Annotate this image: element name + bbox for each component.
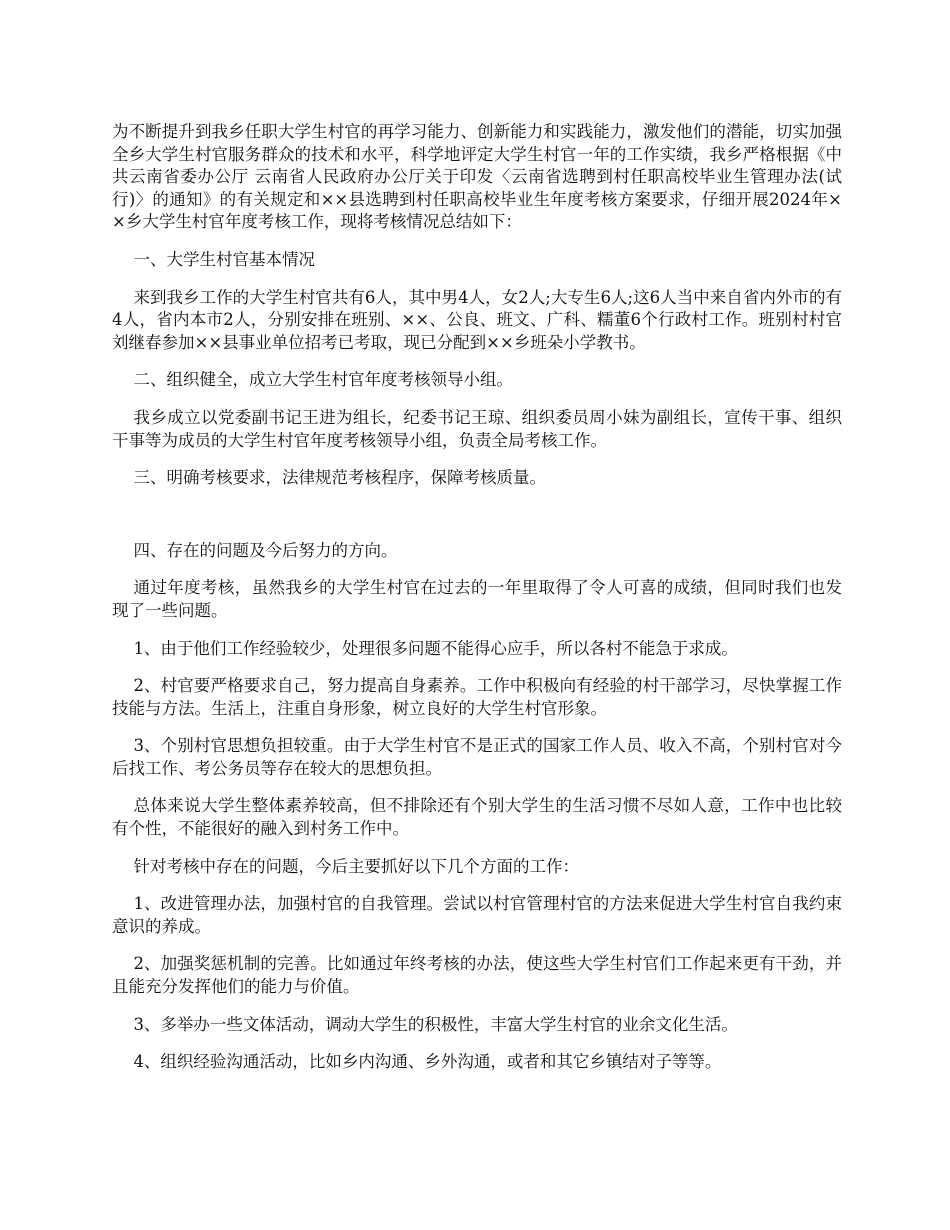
- future-work-item-2: 2、加强奖惩机制的完善。比如通过年终考核的办法，使这些大学生村官们工作起来更有干劲，并且能充分发挥他们的能力与价值。: [112, 954, 842, 997]
- section-heading-organization: 二、组织健全，成立大学生村官年度考核领导小组。: [133, 370, 513, 390]
- future-work-item-3: 3、多举办一些文体活动，调动大学生的积极性，丰富大学生村官的业余文化生活。: [133, 1014, 738, 1034]
- section-heading-requirements: 三、明确考核要求，法律规范考核程序，保障考核质量。: [133, 468, 546, 488]
- problem-item-2: 2、村官要严格要求自己，努力提高自身素养。工作中积极向有经验的村干部学习，尽快掌握工作技能与方法。生活上，注重自身形象，树立良好的大学生村官形象。: [112, 676, 842, 718]
- summary-paragraph: 总体来说大学生整体素养较高，但不排除还有个别大学生的生活习惯不尽如人意，工作中也比较有个性，不能很好的融入到村务工作中。: [112, 796, 842, 839]
- basic-info-paragraph: 来到我乡工作的大学生村官共有6人，其中男4人，女2人;大专生6人;这6人当中来自省内外市的有4人，省内本市2人，分别安排在班别、××、公良、班文、广科、糯董6个行政村工作。班别村村官刘继春参加××县事业单位招考已考取，现已分配到××乡班朵小学教书。: [112, 287, 842, 352]
- intro-paragraph: 为不断提升到我乡任职大学生村官的再学习能力、创新能力和实践能力，激发他们的潜能，切实加强全乡大学生村官服务群众的技术和水平，科学地评定大学生村官一年的工作实绩，我乡严格根据《中共云南省委办公厅 云南省人民政府办公厅关于印发〈云南省选聘到村任职高校毕业生管理办法(试行)〉的通知》的有关规定和××县选聘到村任职高校毕业生年度考核方案要求，仔细开展2024年××乡大学生村官年度考核工作，现将考核情况总结如下：: [112, 122, 842, 232]
- future-work-item-4: 4、组织经验沟通活动，比如乡内沟通、乡外沟通，或者和其它乡镇结对子等等。: [133, 1052, 722, 1072]
- future-work-intro: 针对考核中存在的问题，今后主要抓好以下几个方面的工作：: [133, 856, 579, 876]
- problem-item-1: 1、由于他们工作经验较少，处理很多问题不能得心应手，所以各村不能急于求成。: [133, 638, 738, 658]
- problems-intro-paragraph: 通过年度考核，虽然我乡的大学生村官在过去的一年里取得了令人可喜的成绩，但同时我们也发现了一些问题。: [112, 578, 842, 620]
- section-heading-problems: 四、存在的问题及今后努力的方向。: [133, 540, 398, 560]
- problem-item-3: 3、个别村官思想负担较重。由于大学生村官不是正式的国家工作人员、收入不高，个别村官对今后找工作、考公务员等存在较大的思想负担。: [112, 736, 842, 778]
- section-heading-basic-info: 一、大学生村官基本情况: [133, 249, 315, 269]
- organization-paragraph: 我乡成立以党委副书记王进为组长，纪委书记王琼、组织委员周小妹为副组长，宣传干事、组织干事等为成员的大学生村官年度考核领导小组，负责全局考核工作。: [112, 407, 842, 450]
- future-work-item-1: 1、改进管理办法，加强村官的自我管理。尝试以村官管理村官的方法来促进大学生村官自我约束意识的养成。: [112, 894, 842, 936]
